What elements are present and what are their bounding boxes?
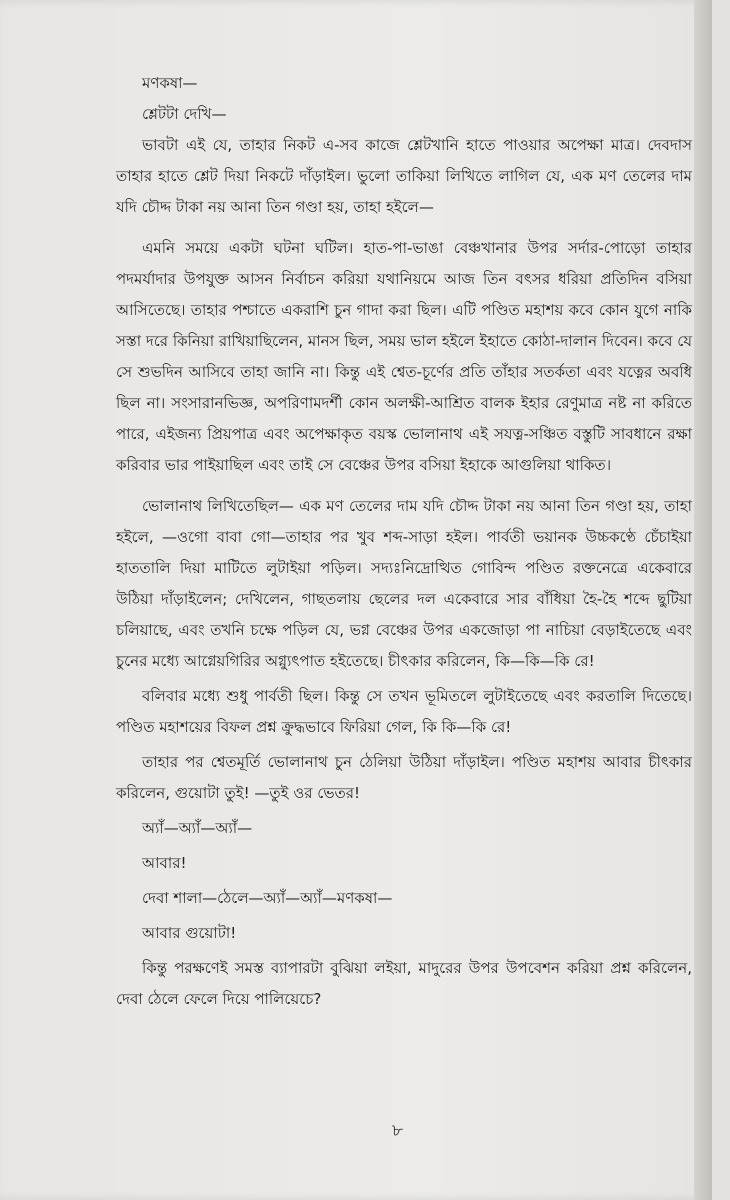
paragraph-12: কিন্তু পরক্ষণেই সমস্ত ব্যাপারটা বুঝিয়া লইয়া, মাদুরের উপর উপবেশন করিয়া প্রশ্ন করিলেন, দেবা ঠেলে ফেলে দিয়ে পালিয়েচে? [116, 959, 692, 1008]
paragraph-10: দেবা শালা—ঠেলে—অ্যাঁ—অ্যাঁ—মণকষা— [142, 889, 393, 907]
paragraph-8: অ্যাঁ—অ্যাঁ—অ্যাঁ— [142, 819, 253, 837]
paragraph-3: ভাবটা এই যে, তাহার নিকট এ-সব কাজে শ্লেটখানি হাতে পাওয়ার অপেক্ষা মাত্র। দেবদাস তাহার হাতে শ্লেট দিয়া নিকটে দাঁড়াইল। ভুলো তাকিয়া লিখিতে লাগিল যে, এক মণ তেলের দাম যদি চৌদ্দ টাকা নয় আনা তিন গণ্ডা হয়, তাহা হইলে— [116, 136, 692, 216]
paragraph-1: মণকষা— [142, 74, 198, 92]
paragraph-7: তাহার পর শ্বেতমূর্তি ভোলানাথ চুন ঠেলিয়া উঠিয়া দাঁড়াইল। পণ্ডিত মহাশয় আবার চীৎকার করিলেন, গুয়োটা তুই! —তুই ওর ভেতর! [116, 753, 692, 802]
page-binding-edge [694, 0, 712, 1200]
paragraph-11: আবার গুয়োটা! [142, 924, 237, 942]
paragraph-6: বলিবার মধ্যে শুধু পার্বতী ছিল। কিন্তু সে তখন ভূমিতলে লুটাইতেছে এবং করতালি দিতেছে। পণ্ডিত মহাশয়ের বিফল প্রশ্ন ক্রুদ্ধভাবে ফিরিয়া গেল, কি কি—কি রে! [116, 687, 692, 736]
paragraph-4: এমনি সময়ে একটা ঘটনা ঘটিল। হাত-পা-ভাঙা বেঞ্চখানার উপর সর্দার-পোড়ো তাহার পদমর্যাদার উপযুক্ত আসন নির্বাচন করিয়া যথানিয়মে আজ তিন বৎসর ধরিয়া প্রতিদিন বসিয়া আসিতেছে। তাহার পশ্চাতে একরাশি চুন গাদা করা ছিল। এটি পণ্ডিত মহাশয় কবে কোন যুগে নাকি সস্তা দরে কিনিয়া রাখিয়াছিলেন, মানস ছিল, সময় ভাল হইলে ইহাতে কোঠা-দালান দিবেন। কবে যে সে শুভদিন আসিবে তাহা জানি না। কিন্তু এই শ্বেত-চূর্ণের প্রতি তাঁহার সতর্কতা এবং যত্নের অবধি ছিল না। সংসারানভিজ্ঞ, অপরিণামদর্শী কোন অলক্ষী-আশ্রিত বালক ইহার রেণুমাত্র নষ্ট না করিতে পারে, এইজন্য প্রিয়পাত্র এবং অপেক্ষাকৃত বয়স্ক ভোলানাথ এই সযত্ন-সঞ্চিত বস্তুটি সাবধানে রক্ষা করিবার ভার পাইয়াছিল এবং তাই সে বেঞ্চের উপর বসিয়া ইহাকে আগুলিয়া থাকিত। [116, 239, 692, 474]
paragraph-5: ভোলানাথ লিখিতেছিল— এক মণ তেলের দাম যদি চৌদ্দ টাকা নয় আনা তিন গণ্ডা হয়, তাহা হইলে, —ওগো বাবা গো—তাহার পর খুব শব্দ-সাড়া হইল। পার্বতী ভয়ানক উচ্চকণ্ঠে চেঁচাইয়া হাততালি দিয়া মাটিতে লুটাইয়া পড়িল। সদ্যঃনিদ্রোত্থিত গোবিন্দ পণ্ডিত রক্তনেত্রে একেবারে উঠিয়া দাঁড়াইলেন; দেখিলেন, গাছতলায় ছেলের দল একেবারে সার বাঁধিয়া হৈ-হৈ শব্দে ছুটিয়া চলিয়াছে, এবং তখনি চক্ষে পড়িল যে, ভগ্ন বেঞ্চের উপর একজোড়া পা নাচিয়া বেড়াইতেছে এবং চুনের মধ্যে আগ্নেয়গিরির অগ্ন্যুৎপাত হইতেছে। চীৎকার করিলেন, কি—কি—কি রে! [116, 497, 692, 670]
page-text-block [116, 68, 692, 1015]
paragraph-9: আবার! [142, 854, 187, 872]
paragraph-2: শ্লেটটা দেখি— [142, 105, 227, 123]
page-number: ৮ [392, 1121, 404, 1141]
